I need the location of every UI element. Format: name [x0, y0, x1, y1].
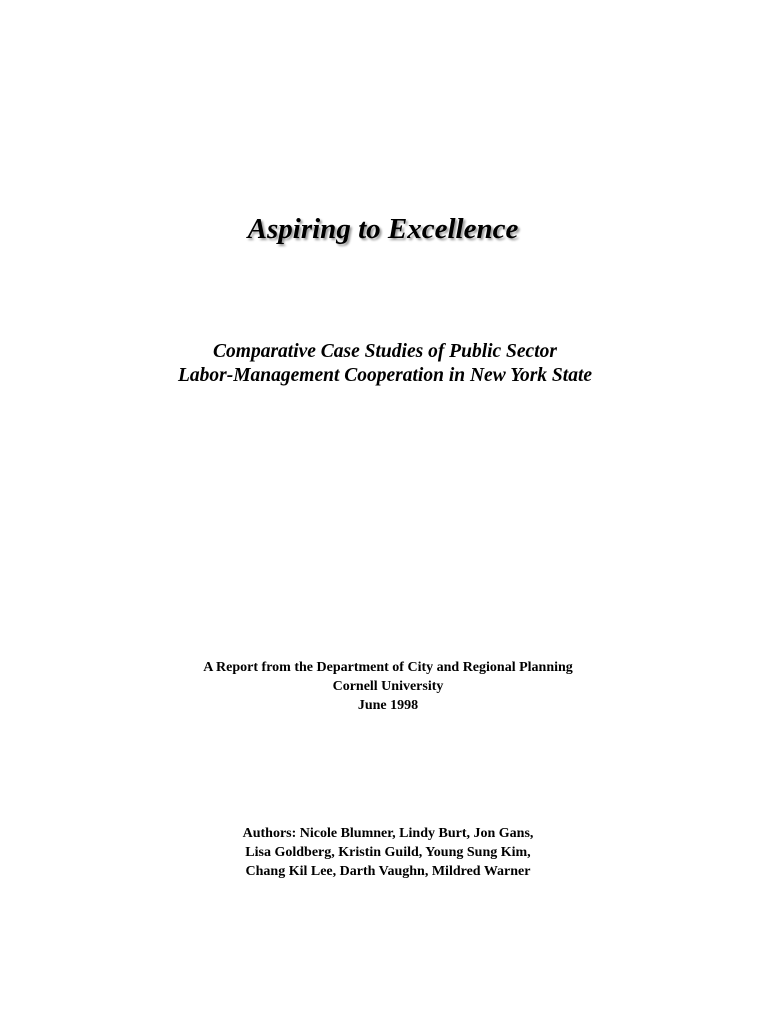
authors-list: [0, 824, 770, 881]
authors-line: Authors: Nicole Blumner, Lindy Burt, Jon Gans,: [242, 826, 534, 841]
report-date: June 1998: [357, 698, 419, 713]
subtitle-line: Comparative Case Studies of Public Sector: [213, 341, 557, 362]
report-info: [0, 658, 770, 715]
report-department: A Report from the Department of City and Regional Planning: [203, 660, 573, 675]
authors-line: Chang Kil Lee, Darth Vaughn, Mildred Warner: [245, 864, 531, 879]
document-title: Aspiring to Excellence: [247, 213, 519, 245]
authors-line: Lisa Goldberg, Kristin Guild, Young Sung Kim,: [245, 845, 531, 860]
subtitle-line: Labor-Management Cooperation in New York State: [177, 365, 593, 386]
document-subtitle: [0, 340, 770, 388]
report-university: Cornell University: [332, 679, 444, 694]
